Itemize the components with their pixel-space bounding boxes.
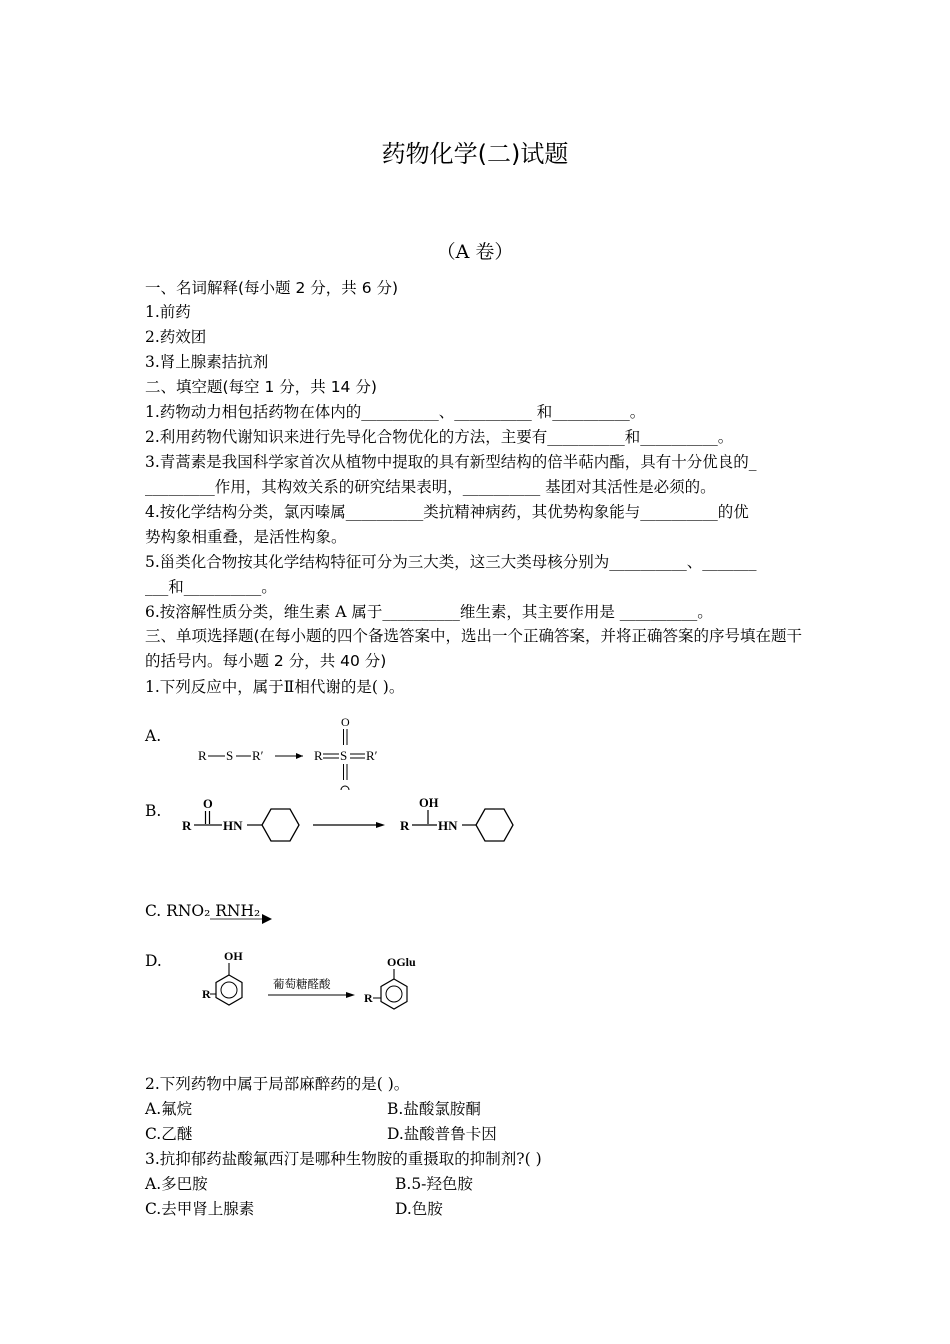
fill-question-1: 1.药物动力相包括药物在体内的__________、__________ 和__________。 <box>145 403 646 421</box>
q3-option-a: A.多巴胺 <box>145 1175 208 1193</box>
d-right-r: R <box>364 991 373 1005</box>
b-right-r: R <box>400 818 410 833</box>
fill-question-2: 2.利用药物代谢知识来进行先导化合物优化的方法，主要有__________和__________。 <box>145 428 734 446</box>
option-c-text: C. RNO₂ RNH₂ <box>145 902 261 920</box>
option-b-label: B. <box>145 802 162 820</box>
section-1-heading: 一、名词解释(每小题 2 分，共 6 分) <box>145 279 399 297</box>
option-d-reaction-diagram <box>200 946 430 1021</box>
b-left-oxygen: O <box>203 797 213 811</box>
option-b-reaction-diagram <box>180 794 520 854</box>
option-c-reaction-arrow <box>210 914 272 924</box>
a-right-r: R <box>314 748 323 763</box>
q3-option-b: B.5-羟色胺 <box>395 1175 473 1193</box>
fill-question-5-line-1: 5.甾类化合物按其化学结构特征可分为三大类，这三大类母核分别为__________、_______ <box>145 553 757 571</box>
term-item-2: 2.药效团 <box>145 328 207 346</box>
a-left-r: R <box>198 748 207 763</box>
q2-option-c: C.乙醚 <box>145 1125 193 1143</box>
option-d-label: D. <box>145 952 162 970</box>
b-left-r: R <box>182 818 192 833</box>
term-item-3: 3.肾上腺素拮抗剂 <box>145 353 269 371</box>
a-right-r-prime: R′ <box>366 748 378 763</box>
fill-question-3-line-1: 3.青蒿素是我国科学家首次从植物中提取的具有新型结构的倍半萜内酯，具有十分优良的_ <box>145 453 757 471</box>
b-right-hydroxyl: OH <box>419 796 439 810</box>
fill-question-5-line-2: ___和__________。 <box>145 578 277 596</box>
q3-option-c: C.去甲肾上腺素 <box>145 1200 255 1218</box>
a-left-r-prime: R′ <box>252 748 264 763</box>
q3-option-d: D.色胺 <box>395 1200 443 1218</box>
a-right-s: S <box>340 748 348 763</box>
section-2-heading: 二、填空题(每空 1 分，共 14 分) <box>145 378 377 396</box>
a-left-s: S <box>226 748 234 763</box>
d-right-oglu: OGlu <box>387 955 416 969</box>
fill-question-3-line-2: _________作用，其构效关系的研究结果表明，__________ 基团对其活性是必须的。 <box>145 478 716 496</box>
q2-option-a: A.氟烷 <box>145 1100 193 1118</box>
b-right-hn: HN <box>438 818 458 833</box>
paper-version: （A 卷） <box>436 241 514 263</box>
page-title: 药物化学(二)试题 <box>381 140 569 168</box>
q2-option-d: D.盐酸普鲁卡因 <box>387 1125 497 1143</box>
choice-question-1: 1.下列反应中，属于Ⅱ相代谢的是( )。 <box>145 678 405 696</box>
fill-question-4-line-1: 4.按化学结构分类，氯丙嗪属__________类抗精神病药，其优势构象能与__________的优 <box>145 503 749 521</box>
fill-question-4-line-2: 势构象相重叠，是活性构象。 <box>145 528 347 546</box>
d-arrow-label: 葡萄糖醛酸 <box>273 979 331 991</box>
option-a-reaction-diagram <box>195 712 395 790</box>
section-3-heading: 三、单项选择题(在每小题的四个备选答案中，选出一个正确答案，并将正确答案的序号填在题干的括号内。每小题 2 分，共 40 分) <box>145 627 803 670</box>
d-left-r: R <box>202 987 211 1001</box>
q2-option-b: B.盐酸氯胺酮 <box>387 1100 481 1118</box>
a-top-oxygen: O <box>341 715 350 729</box>
choice-question-2: 2.下列药物中属于局部麻醉药的是( )。 <box>145 1075 410 1093</box>
d-left-hydroxyl: OH <box>224 949 243 963</box>
fill-question-6: 6.按溶解性质分类，维生素 A 属于__________维生素，其主要作用是 __________。 <box>145 603 713 621</box>
option-a-label: A. <box>145 727 162 745</box>
term-item-1: 1.前药 <box>145 303 191 321</box>
b-left-hn: HN <box>223 818 243 833</box>
choice-question-3: 3.抗抑郁药盐酸氟西汀是哪种生物胺的重摄取的抑制剂?( ) <box>145 1150 542 1168</box>
